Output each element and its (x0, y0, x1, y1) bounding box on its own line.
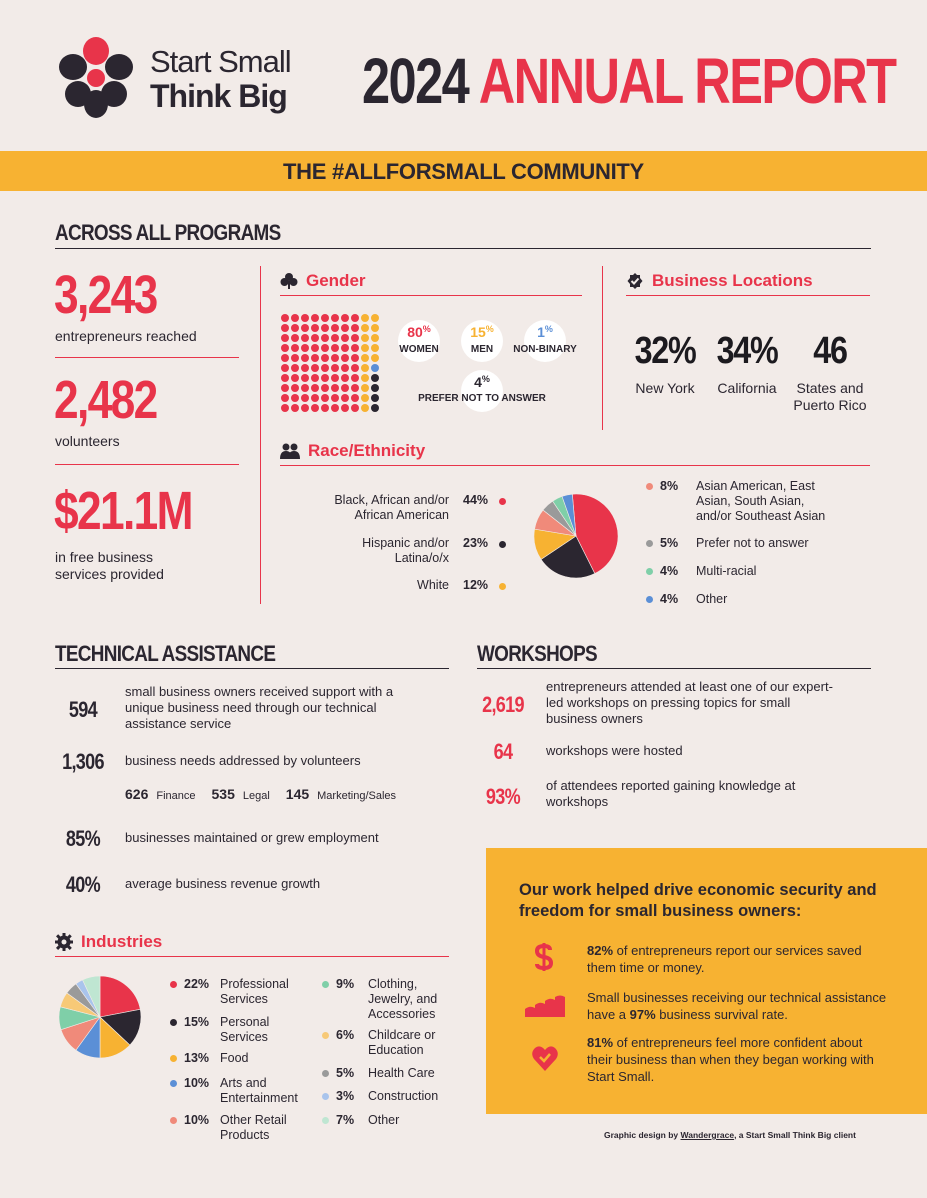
impact-2-text (587, 1034, 877, 1085)
industry-5 (322, 977, 440, 1022)
gender-dot (361, 364, 369, 372)
gender-dot (291, 404, 299, 412)
gender-dot (281, 374, 289, 382)
gender-dot (311, 344, 319, 352)
industry-9-pct: 7% (336, 1113, 355, 1127)
gender-dot (291, 324, 299, 332)
industry-0-dot (170, 981, 177, 988)
gender-dot (351, 354, 359, 362)
report-heading (362, 45, 895, 117)
badge-check-icon (626, 272, 644, 290)
race-left-1-dot (499, 541, 506, 548)
banner-text: THE #ALLFORSMALL COMMUNITY (283, 159, 644, 184)
gender-dot (301, 344, 309, 352)
gender-dot-grid (280, 313, 380, 413)
technical-title: TECHNICAL ASSISTANCE (55, 641, 276, 666)
impact-2-post: of entrepreneurs feel more confident about their business than when they began working with Start Small. (587, 1035, 874, 1084)
gender-dot (291, 314, 299, 322)
tech-row-1-value: 1,306 (62, 749, 104, 774)
industry-1-label: Personal Services (220, 1015, 270, 1044)
industry-5-pct: 9% (336, 977, 355, 991)
gender-dot (311, 334, 319, 342)
industries-title: Industries (81, 932, 163, 951)
prefer-pct: 4% (474, 374, 490, 390)
gender-dot (331, 334, 339, 342)
industry-6-dot (322, 1032, 329, 1039)
industry-4-pct: 10% (184, 1113, 210, 1127)
gender-dot (321, 374, 329, 382)
race-left-2-pct: 12% (463, 578, 489, 592)
gender-dot (321, 394, 329, 402)
industry-0 (170, 977, 300, 1007)
tech-row-2-text: businesses maintained or grew employment (125, 830, 379, 845)
gender-dot (321, 404, 329, 412)
gender-dot (281, 384, 289, 392)
industry-4 (170, 1113, 292, 1143)
gender-dot (371, 384, 379, 392)
gender-dot (361, 394, 369, 402)
breakdown-legal-label: Legal (242, 790, 270, 802)
industry-3-label: Arts and Entertainment (220, 1076, 298, 1105)
gender-dot (281, 404, 289, 412)
workshop-row-0-text: entrepreneurs attended at least one of our expert-led workshops on pressing topics for small business owners (546, 679, 833, 726)
stat-services-value: $21.1M (54, 481, 192, 541)
flower-logo-icon (54, 34, 138, 124)
gender-dot (331, 314, 339, 322)
location-states-value: 46 (813, 330, 847, 372)
stat-volunteers-label: volunteers (55, 433, 120, 449)
race-right-3-dot (646, 596, 653, 603)
prefer-label: PREFER NOT TO ANSWER (418, 393, 546, 404)
gender-dot (301, 324, 309, 332)
gender-dot (371, 314, 379, 322)
tech-breakdown (125, 786, 396, 802)
industry-4-dot (170, 1117, 177, 1124)
race-right-0-label: Asian American, East Asian, South Asian, and/or Southeast Asian (696, 479, 826, 523)
race-right-3-pct: 4% (660, 592, 679, 606)
industries-pie-chart (58, 975, 142, 1059)
locations-heading (626, 271, 813, 291)
gender-dot (281, 334, 289, 342)
stat-entrepreneurs-label: entrepreneurs reached (55, 328, 197, 344)
report-year: 2024 (362, 45, 469, 117)
industry-0-label: Professional Services (220, 977, 289, 1006)
industry-2 (170, 1051, 249, 1066)
industry-2-dot (170, 1055, 177, 1062)
race-left-1-pct: 23% (463, 536, 489, 550)
race-left-2-dot (499, 583, 506, 590)
gender-dot (321, 314, 329, 322)
race-right-1 (646, 536, 809, 551)
gender-dot (311, 374, 319, 382)
stat-services-label: in free business services provided (55, 549, 164, 582)
race-left-1-label: Hispanic and/or Latina/o/x (362, 536, 449, 565)
race-right-1-pct: 5% (660, 536, 679, 550)
impact-1-post: business survival rate. (655, 1007, 788, 1022)
race-right-2-pct: 4% (660, 564, 679, 578)
industries-heading (55, 932, 162, 952)
gender-dot (351, 374, 359, 382)
gender-dot (321, 344, 329, 352)
gender-dot (361, 324, 369, 332)
impact-0-post: of entrepreneurs report our services saved them time or money. (587, 943, 862, 975)
gender-dot (331, 364, 339, 372)
gender-dot (351, 344, 359, 352)
stat-divider-2 (55, 464, 239, 465)
tech-row-0-text: small business owners received support with a unique business need through our technical assistance service (125, 684, 394, 731)
gender-dot (321, 324, 329, 332)
gender-dot (301, 314, 309, 322)
race-right-1-dot (646, 540, 653, 547)
gender-dot (331, 344, 339, 352)
industry-8-pct: 3% (336, 1089, 355, 1103)
stat-volunteers-value: 2,482 (54, 370, 157, 430)
gender-title: Gender (306, 271, 366, 290)
gender-dot (311, 404, 319, 412)
gender-dot (341, 374, 349, 382)
race-right-1-label: Prefer not to answer (696, 536, 809, 550)
location-ca-value: 34% (716, 330, 778, 372)
industry-5-dot (322, 981, 329, 988)
gender-dot (341, 334, 349, 342)
industry-8-label: Construction (368, 1089, 439, 1103)
race-right-0-pct: 8% (660, 479, 679, 493)
industry-9-label: Other (368, 1113, 400, 1127)
race-heading (280, 441, 425, 461)
gender-dot (351, 394, 359, 402)
gender-dot (291, 344, 299, 352)
gender-dot (331, 374, 339, 382)
location-ny-label: New York (635, 380, 695, 396)
credit-post: , a Start Small Think Big client (734, 1130, 856, 1140)
gender-dot (301, 404, 309, 412)
dollar-icon (534, 942, 554, 972)
gender-dot (291, 364, 299, 372)
gender-dot (371, 394, 379, 402)
report-title: ANNUAL REPORT (478, 45, 896, 117)
people-icon (280, 442, 300, 460)
gender-dot (281, 394, 289, 402)
industry-1-dot (170, 1019, 177, 1026)
nonbinary-label: NON-BINARY (513, 344, 577, 355)
breakdown-finance-label: Finance (156, 790, 196, 802)
gender-dot (371, 344, 379, 352)
industry-1-pct: 15% (184, 1015, 210, 1029)
breakdown-finance-value: 626 (125, 786, 149, 802)
industry-1 (170, 1015, 290, 1045)
gender-dot (341, 354, 349, 362)
workshop-row-2-text: of attendees reported gaining knowledge at workshops (546, 778, 796, 809)
across-title: ACROSS ALL PROGRAMS (55, 220, 281, 245)
gender-dot (281, 354, 289, 362)
gender-dot (281, 324, 289, 332)
gender-dot (321, 384, 329, 392)
industry-3-dot (170, 1080, 177, 1087)
race-left-0-pct: 44% (463, 493, 489, 507)
across-rule (55, 248, 871, 249)
race-right-0-dot (646, 483, 653, 490)
industry-8-dot (322, 1093, 329, 1100)
race-pie-chart (533, 493, 619, 579)
gender-dot (281, 364, 289, 372)
race-right-2 (646, 564, 756, 579)
gender-dot (331, 394, 339, 402)
gender-dot (311, 314, 319, 322)
industry-2-label: Food (220, 1051, 249, 1065)
gender-dot (301, 364, 309, 372)
gear-icon (55, 933, 73, 951)
gender-dot (321, 354, 329, 362)
location-ny-value: 32% (634, 330, 696, 372)
tech-row-2-value: 85% (65, 826, 101, 851)
gender-dot (311, 394, 319, 402)
locations-vertical-divider (602, 266, 603, 430)
industry-6-pct: 6% (336, 1028, 355, 1042)
growth-bars-icon (525, 995, 565, 1017)
workshop-row-1-value: 64 (493, 739, 513, 764)
gender-dot (301, 384, 309, 392)
men-label: MEN (470, 344, 494, 355)
gender-dot (371, 374, 379, 382)
gender-dot (301, 334, 309, 342)
workshop-row-2-value: 93% (485, 784, 521, 809)
breakdown-legal-value: 535 (211, 786, 235, 802)
gender-dot (371, 364, 379, 372)
gender-dot (321, 334, 329, 342)
industry-7-pct: 5% (336, 1066, 355, 1080)
gender-dot (301, 394, 309, 402)
credit-link[interactable]: Wandergrace (680, 1130, 735, 1140)
gender-dot (361, 354, 369, 362)
stat-entrepreneurs-value: 3,243 (54, 265, 157, 325)
club-icon (280, 272, 298, 290)
men-pct: 15% (470, 324, 494, 340)
gender-dot (351, 384, 359, 392)
gender-dot (321, 364, 329, 372)
women-label: WOMEN (399, 344, 439, 355)
race-right-0 (646, 479, 846, 524)
impact-2-bold: 81% (587, 1035, 614, 1050)
workshops-rule (477, 668, 871, 669)
locations-rule (626, 295, 870, 296)
gender-dot (351, 334, 359, 342)
industry-7 (322, 1066, 435, 1081)
gender-dot (361, 384, 369, 392)
brand-line-1: Start Small (150, 44, 291, 79)
workshop-row-0-value: 2,619 (482, 692, 524, 717)
gender-dot (311, 354, 319, 362)
gender-heading (280, 271, 366, 291)
across-vertical-divider (260, 266, 261, 604)
gender-dot (291, 394, 299, 402)
breakdown-marketing-value: 145 (285, 786, 310, 802)
race-left-0-label: Black, African and/or African American (334, 493, 449, 522)
location-ca-label: California (717, 380, 777, 396)
race-left-2-label: White (417, 578, 449, 592)
industry-4-label: Other Retail Products (220, 1113, 287, 1142)
industry-8 (322, 1089, 438, 1104)
gender-dot (301, 354, 309, 362)
tech-row-1-text: business needs addressed by volunteers (125, 753, 361, 768)
industry-2-pct: 13% (184, 1051, 210, 1065)
gender-dot (331, 404, 339, 412)
gender-dot (341, 394, 349, 402)
gender-dot (291, 334, 299, 342)
impact-0-text (587, 942, 877, 976)
locations-title: Business Locations (652, 271, 813, 290)
technical-rule (55, 668, 449, 669)
brand-line-2: Think Big (150, 78, 287, 114)
industry-7-dot (322, 1070, 329, 1077)
gender-dot (311, 324, 319, 332)
gender-dot (361, 344, 369, 352)
impact-0-bold: 82% (587, 943, 614, 958)
gender-dot (281, 344, 289, 352)
gender-dot (341, 344, 349, 352)
tech-row-3-text: average business revenue growth (125, 876, 321, 891)
nonbinary-pct: 1% (537, 324, 553, 340)
stat-divider-1 (55, 357, 239, 358)
location-states-label: States and Puerto Rico (793, 380, 867, 413)
industry-9-dot (322, 1117, 329, 1124)
gender-dot (291, 354, 299, 362)
industry-3 (170, 1076, 304, 1106)
impact-1-pre: Small businesses receiving our technical assistance have a (587, 990, 887, 1022)
gender-dot (281, 314, 289, 322)
gender-dot (291, 374, 299, 382)
workshops-title: WORKSHOPS (477, 641, 597, 666)
heart-check-icon (532, 1044, 558, 1072)
impact-1-text (587, 989, 887, 1023)
race-title: Race/Ethnicity (308, 441, 426, 460)
gender-dot (351, 404, 359, 412)
gender-dot (371, 334, 379, 342)
credit-pre: Graphic design by (604, 1130, 681, 1140)
design-credit (604, 1130, 856, 1140)
gender-dot (341, 384, 349, 392)
gender-dot (351, 364, 359, 372)
gender-dot (331, 384, 339, 392)
gender-dot (371, 404, 379, 412)
industry-5-label: Clothing, Jewelry, and Accessories (368, 977, 438, 1021)
impact-1-bold: 97% (629, 1007, 656, 1022)
workshop-row-1-text: workshops were hosted (546, 743, 683, 758)
industry-9 (322, 1113, 399, 1128)
logo (54, 34, 138, 124)
gender-dot (361, 374, 369, 382)
breakdown-marketing-label: Marketing/Sales (317, 790, 397, 802)
tech-row-3-value: 40% (65, 872, 101, 897)
gender-dot (291, 384, 299, 392)
gender-dot (341, 314, 349, 322)
industry-6-label: Childcare or Education (368, 1028, 436, 1057)
impact-title: Our work helped drive economic security and freedom for small business owners: (519, 881, 877, 920)
gender-dot (361, 314, 369, 322)
gender-dot (301, 374, 309, 382)
industry-7-label: Health Care (368, 1066, 435, 1080)
race-right-2-label: Multi-racial (696, 564, 757, 578)
gender-dot (311, 364, 319, 372)
gender-dot (341, 404, 349, 412)
industry-6 (322, 1028, 440, 1058)
gender-dot (351, 314, 359, 322)
gender-dot (351, 324, 359, 332)
gender-dot (311, 384, 319, 392)
gender-dot (371, 354, 379, 362)
gender-dot (331, 354, 339, 362)
gender-dot (341, 364, 349, 372)
gender-dot (331, 324, 339, 332)
women-pct: 80% (407, 324, 431, 340)
gender-dot (361, 404, 369, 412)
gender-dot (361, 334, 369, 342)
gender-dot (371, 324, 379, 332)
gender-dot (341, 324, 349, 332)
industries-rule (55, 956, 449, 957)
industry-0-pct: 22% (184, 977, 210, 991)
race-left-0-dot (499, 498, 506, 505)
gender-rule (280, 295, 582, 296)
race-rule (280, 465, 870, 466)
tech-row-0-value: 594 (68, 697, 98, 722)
race-right-3-label: Other (696, 592, 728, 606)
industry-3-pct: 10% (184, 1076, 210, 1090)
race-right-3 (646, 592, 727, 607)
race-right-2-dot (646, 568, 653, 575)
